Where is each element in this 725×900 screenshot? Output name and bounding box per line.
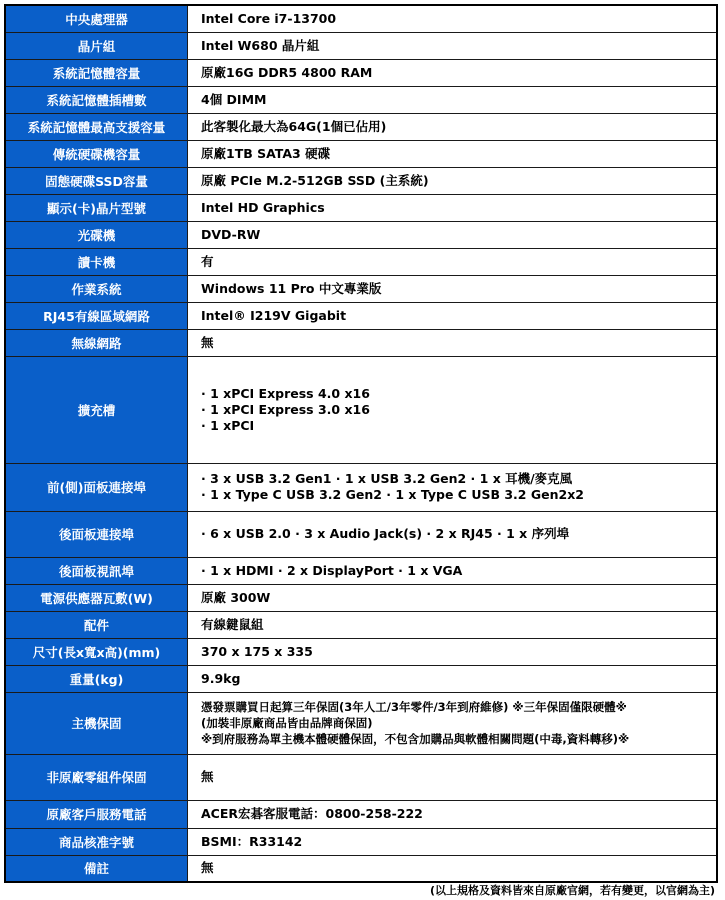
spec-label: 系統記憶體最高支援容量 xyxy=(5,113,188,140)
spec-value: Windows 11 Pro 中文專業版 xyxy=(188,275,718,302)
spec-label: 光碟機 xyxy=(5,221,188,248)
spec-value: ACER宏碁客服電話：0800-258-222 xyxy=(188,800,718,828)
spec-value: 原廠 300W xyxy=(188,584,718,611)
spec-label: 電源供應器瓦數(W) xyxy=(5,584,188,611)
source-footnote: (以上規格及資料皆來自原廠官網，若有變更，以官網為主) xyxy=(429,884,715,897)
spec-label: 前(側)面板連接埠 xyxy=(5,463,188,511)
spec-row-ssd xyxy=(5,167,717,194)
spec-row-dimensions xyxy=(5,638,717,665)
spec-label: 商品核准字號 xyxy=(5,828,188,855)
spec-value: 9.9kg xyxy=(188,665,718,692)
spec-value: 原廠 PCIe M.2-512GB SSD (主系統) xyxy=(188,167,718,194)
spec-label: 尺寸(長x寬x高)(mm) xyxy=(5,638,188,665)
spec-value: 有線鍵鼠組 xyxy=(188,611,718,638)
spec-row-psu xyxy=(5,584,717,611)
spec-row-nonoem-warranty xyxy=(5,754,717,800)
spec-row-rear-video xyxy=(5,557,717,584)
spec-row-mem-slots xyxy=(5,86,717,113)
spec-row-remarks xyxy=(5,855,717,882)
spec-value: Intel Core i7-13700 xyxy=(188,5,718,32)
spec-label: 中央處理器 xyxy=(5,5,188,32)
spec-row-hdd xyxy=(5,140,717,167)
spec-label: 固態硬碟SSD容量 xyxy=(5,167,188,194)
spec-row-card-reader xyxy=(5,248,717,275)
spec-value: 原廠16G DDR5 4800 RAM xyxy=(188,59,718,86)
spec-value: 有 xyxy=(188,248,718,275)
spec-row-os xyxy=(5,275,717,302)
spec-row-lan xyxy=(5,302,717,329)
spec-row-warranty xyxy=(5,692,717,754)
spec-value: 無 xyxy=(188,855,718,882)
spec-value: · 6 x USB 2.0 · 3 x Audio Jack(s) · 2 x RJ45 · 1 x 序列埠 xyxy=(188,511,718,557)
spec-value: 憑發票購買日起算三年保固(3年人工/3年零件/3年到府維修) ※三年保固僅限硬體※ (加裝非原廠商品皆由品牌商保固) ※到府服務為單主機本體硬體保固，不包含加購品與軟體相關問題(中毒,資料轉移)※ xyxy=(188,692,718,754)
spec-value: Intel® I219V Gigabit xyxy=(188,302,718,329)
spec-row-front-ports xyxy=(5,463,717,511)
spec-value: BSMI：R33142 xyxy=(188,828,718,855)
spec-label: 顯示(卡)晶片型號 xyxy=(5,194,188,221)
spec-label: 系統記憶體插槽數 xyxy=(5,86,188,113)
spec-label: 備註 xyxy=(5,855,188,882)
spec-label: 系統記憶體容量 xyxy=(5,59,188,86)
spec-value: 4個 DIMM xyxy=(188,86,718,113)
spec-label: 讀卡機 xyxy=(5,248,188,275)
spec-value: · 1 xPCI Express 4.0 x16 · 1 xPCI Express 3.0 x16 · 1 xPCI xyxy=(188,356,718,463)
spec-value: Intel W680 晶片組 xyxy=(188,32,718,59)
spec-row-weight xyxy=(5,665,717,692)
spec-label: 作業系統 xyxy=(5,275,188,302)
spec-value: Intel HD Graphics xyxy=(188,194,718,221)
spec-row-rear-ports xyxy=(5,511,717,557)
spec-row-expansion xyxy=(5,356,717,463)
spec-value: 370 x 175 x 335 xyxy=(188,638,718,665)
spec-label: 晶片組 xyxy=(5,32,188,59)
spec-value: · 3 x USB 3.2 Gen1 · 1 x USB 3.2 Gen2 · 1 x 耳機/麥克風 · 1 x Type C USB 3.2 Gen2 · 1 x Type C USB 3.2 Gen2x2 xyxy=(188,463,718,511)
spec-label: 無線網路 xyxy=(5,329,188,356)
spec-table xyxy=(4,4,718,883)
spec-label: 原廠客戶服務電話 xyxy=(5,800,188,828)
spec-row-memory xyxy=(5,59,717,86)
spec-row-cpu xyxy=(5,5,717,32)
spec-row-wifi xyxy=(5,329,717,356)
spec-label: 非原廠零組件保固 xyxy=(5,754,188,800)
spec-label: RJ45有線區域網路 xyxy=(5,302,188,329)
spec-label: 擴充槽 xyxy=(5,356,188,463)
spec-row-optical xyxy=(5,221,717,248)
spec-row-gpu xyxy=(5,194,717,221)
spec-row-accessories xyxy=(5,611,717,638)
spec-label: 後面板視訊埠 xyxy=(5,557,188,584)
spec-value: DVD-RW xyxy=(188,221,718,248)
spec-row-mem-max xyxy=(5,113,717,140)
spec-value: · 1 x HDMI · 2 x DisplayPort · 1 x VGA xyxy=(188,557,718,584)
spec-label: 配件 xyxy=(5,611,188,638)
spec-label: 重量(kg) xyxy=(5,665,188,692)
spec-value: 無 xyxy=(188,329,718,356)
spec-value: 無 xyxy=(188,754,718,800)
spec-row-bsmi xyxy=(5,828,717,855)
spec-value: 原廠1TB SATA3 硬碟 xyxy=(188,140,718,167)
spec-value: 此客製化最大為64G(1個已佔用) xyxy=(188,113,718,140)
spec-label: 傳統硬碟機容量 xyxy=(5,140,188,167)
spec-row-chipset xyxy=(5,32,717,59)
spec-row-service-phone xyxy=(5,800,717,828)
spec-label: 主機保固 xyxy=(5,692,188,754)
spec-label: 後面板連接埠 xyxy=(5,511,188,557)
